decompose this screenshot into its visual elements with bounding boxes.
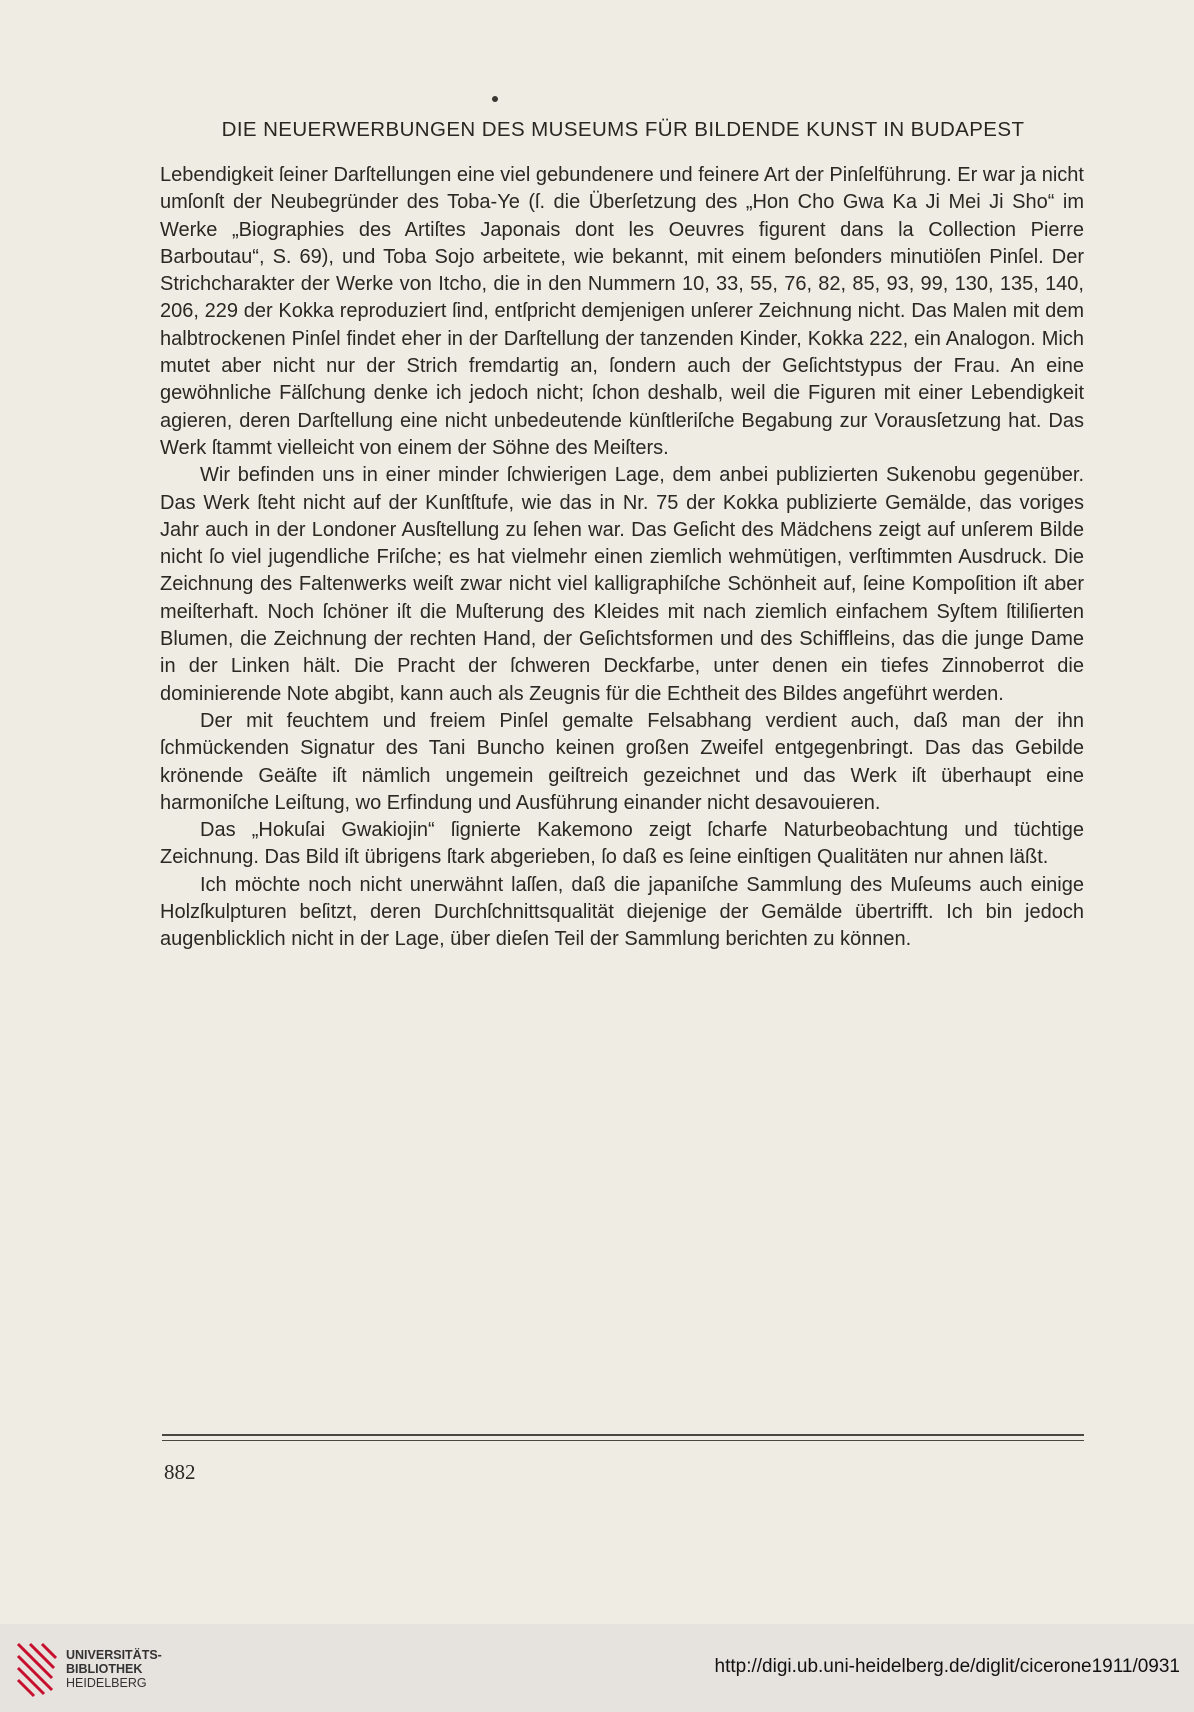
paragraph-1: Lebendigkeit ſeiner Darſtellungen eine viel gebundenere und feinere Art der Pinſelführung. Er war ja nicht umſonſt der Neubegründer des Toba-Ye (ſ. die Überſetzung des „Hon Cho Gwa Ka Ji Mei Ji Sho“ im Werke „Biographies des Artiſtes Japonais dont les Oeuvres figurent dans la Collection Pierre Barboutau“, S. 69), und Toba Sojo arbeitete, wie bekannt, mit einem beſonders minutiöſen Pinſel. Der Strichcharakter der Werke von Itcho, die in den Nummern 10, 33, 55, 76, 82, 85, 93, 99, 130, 135, 140, 206, 229 der Kokka reproduziert ſind, entſpricht demjenigen unſerer Zeichnung nicht. Das Malen mit dem halbtrockenen Pinſel findet eher in der Darſtellung der tanzenden Kinder, Kokka 222, ein Analogon. Mich mutet aber nicht nur der Strich fremdartig an, ſondern auch der Geſichtstypus der Frau. An eine gewöhnliche Fälſchung denke ich jedoch nicht; ſchon deshalb, weil die Figuren mit einer Lebendigkeit agieren, deren Darſtellung eine nicht unbedeutende künſtleriſche Begabung zur Vorausſetzung hat. Das Werk ſtammt vielleicht von einem der Söhne des Meiſters. [160,164,1084,459]
library-line-1: UNIVERSITÄTS- [66,1648,162,1662]
paragraph-4: Das „Hokuſai Gwakiojin“ ſignierte Kakemono zeigt ſcharfe Naturbeobachtung und tüchtige Zeichnung. Das Bild iſt übrigens ſtark abgerieben, ſo daß es ſeine einſtigen Qualitäten nur ahnen läßt. [160,819,1084,869]
footer-rule-thick [162,1434,1084,1436]
printer-mark [492,96,498,102]
permalink-url[interactable]: http://digi.ub.uni-heidelberg.de/diglit/cicerone1911/0931 [714,1656,1180,1677]
library-line-2: BIBLIOTHEK [66,1662,143,1676]
paragraph-3: Der mit feuchtem und freiem Pinſel gemalte Felsabhang verdient auch, daß man der ihn ſchmückenden Signatur des Tani Buncho keinen großen Zweifel entgegenbringt. Das das Gebilde krönende Geäſte iſt nämlich ungemein geiſtreich gezeichnet und das Werk iſt überhaupt eine harmoniſche Leiſtung, wo Erfindung und Ausführung einander nicht desavouieren. [160,709,1084,814]
article-body [160,162,1084,954]
paragraph-5: Ich möchte noch nicht unerwähnt laſſen, daß die japaniſche Sammlung des Muſeums auch einige Holzſkulpturen beſitzt, deren Durchſchnittsqualität diejenige der Gemälde übertrifft. Ich bin jedoch augenblicklich nicht in der Lage, über dieſen Teil der Sammlung berichten zu können. [160,873,1084,951]
paragraph-2: Wir befinden uns in einer minder ſchwierigen Lage, dem anbei publizierten Sukenobu gegenüber. Das Werk ſteht nicht auf der Kunſtſtufe, wie das in Nr. 75 der Kokka publizierte Gemälde, das voriges Jahr auch in der Londoner Ausſtellung zu ſehen war. Das Geſicht des Mädchens zeigt auf unſerem Bilde nicht ſo viel jugendliche Friſche; es hat vielmehr einen ziemlich wehmütigen, verſtimmten Ausdruck. Die Zeichnung des Faltenwerks weiſt zwar nicht viel kalligraphiſche Schönheit auf, ſeine Kompoſition iſt aber meiſterhaft. Noch ſchöner iſt die Muſterung des Kleides mit nach ziemlich einfachem Syſtem ſtiliſierten Blumen, die Zeichnung der rechten Hand, der Geſichtsformen und des Schiffleins, das die junge Dame in der Linken hält. Die Pracht der ſchweren Deckfarbe, unter denen ein tiefes Zinnoberrot die dominierende Note abgibt, kann auch als Zeugnis für die Echtheit des Bildes angeführt werden. [160,464,1084,705]
library-line-3: HEIDELBERG [66,1676,147,1690]
viewer-footer [0,1624,1194,1712]
page-number: 882 [164,1460,196,1484]
library-logo-icon [14,1636,60,1702]
running-header: DIE NEUERWERBUNGEN DES MUSEUMS FÜR BILDENDE KUNST IN BUDAPEST [221,118,1025,141]
library-name [66,1648,162,1690]
footer-rule-thin [162,1440,1084,1441]
